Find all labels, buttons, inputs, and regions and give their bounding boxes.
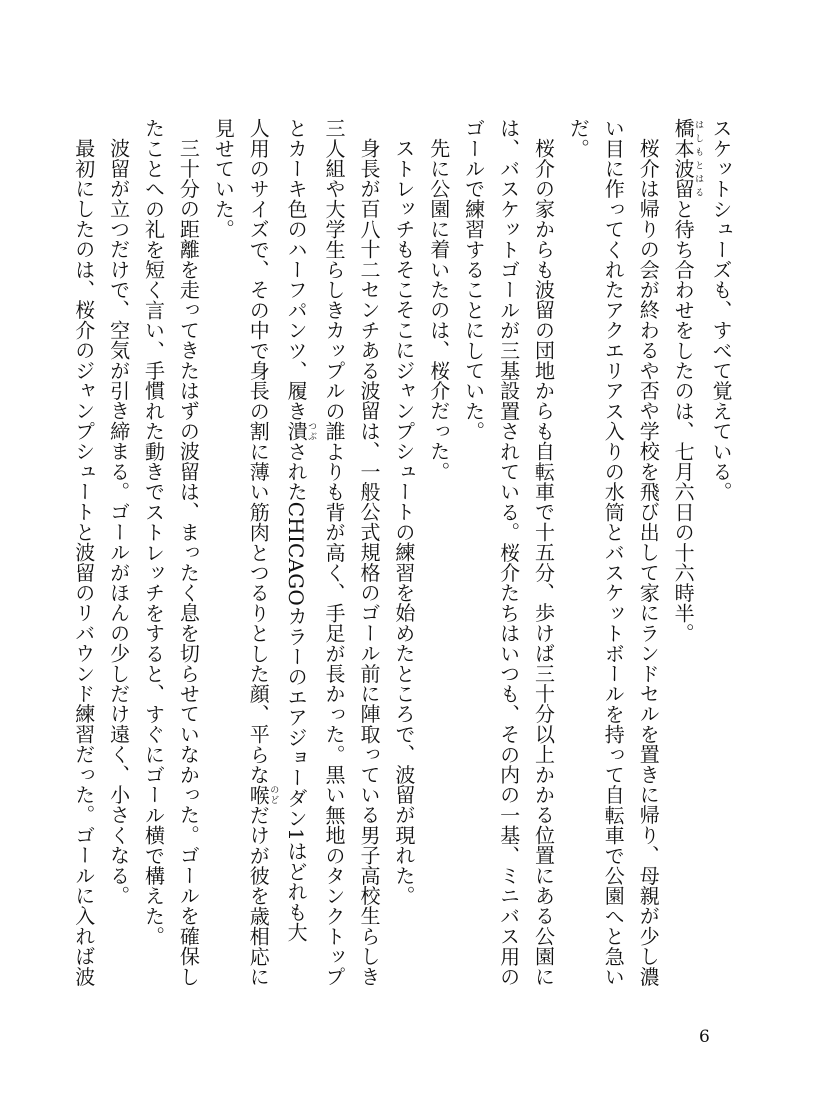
text-line: スケットシューズも、すべて覚えている。 [709,118,733,502]
text-line: い目に作ってくれたアクエリアス入りの水筒とバスケットボールを持って自転車で公園へと急い [601,118,626,987]
text-line: ゴールで練習することにしていた。 [461,118,486,442]
ruby-nodo: 喉のど [246,784,279,805]
text-line: ストレッチもそこそこにジャンプシュートの練習を始めたところで、波留が現れた。 [391,138,416,906]
text-line: 桜介は帰りの会が終わるや否や学校を飛び出して家にランドセルを置きに帰り、母親が少し濃 [636,138,661,987]
text-line: たことへの礼を短く言い、手慣れた動きでストレッチをすると、すぐにゴール横で構えた。 [141,118,166,947]
text-line: 最初にしたのは、桜介のジャンプシュートと波留のリバウンド練習だった。ゴールに入れば波 [71,138,96,987]
text-line: 桜介の家からも波留の団地からも自転車で十五分、歩けば三十分以上かかる位置にある公園に [531,138,556,987]
text-line: 橋本波留はしもとはると待ち合わせをしたのは、七月六日の十六時半。 [671,118,704,644]
text-line: 三人組や大学生らしきカップルの誰よりも背が高く、手足が長かった。黒い無地のタンクトップ [322,118,347,987]
ruby-hashimoto-haru: 橋本波留はしもとはる [671,118,704,199]
text-line: 波留が立つだけで、空気が引き締まる。ゴールがほんの少しだけ遠く、小さくなる。 [106,138,131,906]
page-number: 6 [699,1027,710,1047]
text-line: は、バスケットゴールが三基設置されている。桜介たちはいつも、その内の一基、ミニバス用の [496,118,521,987]
text-line: 見せていた。 [211,118,236,240]
text-line: 三十分の距離を走ってきたはずの波留は、まったく息を切らせていなかった。ゴールを確保し [176,138,201,987]
ruby-tsubu: 潰つぶ [284,421,317,442]
text-line: 先に公園に着いたのは、桜介だった。 [426,138,451,482]
vertical-text-body [66,118,738,1018]
text-line: 人用のサイズで、その中で身長の割に薄い筋肉とつるりとした顔、平らな喉のどだけが彼を歳相応に [246,118,279,987]
text-line: だ。 [566,118,591,159]
text-line: 身長が百八十二センチある波留は、一般公式規格のゴール前に陣取っている男子高校生らしき [356,138,381,987]
text-line: とカーキ色のハーフパンツ、履き潰つぶされたCHICAGOカラーのエアジョーダン1はどれも大 [284,118,317,943]
